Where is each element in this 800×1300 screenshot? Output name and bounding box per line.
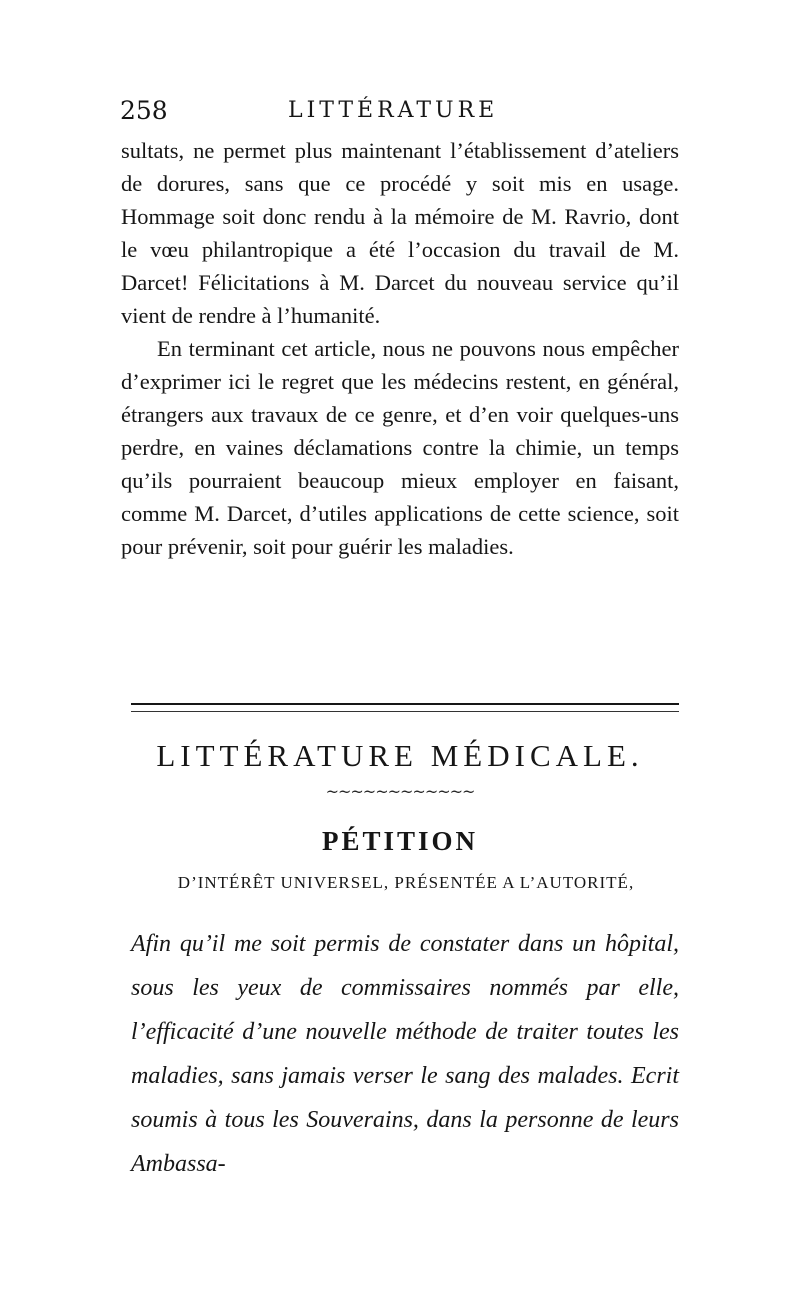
running-head: LITTÉRATURE xyxy=(288,98,499,123)
page-number: 258 xyxy=(120,96,168,125)
petition-subtitle: D’INTÉRÊT UNIVERSEL, PRÉSENTÉE A L’AUTORITÉ, xyxy=(177,873,635,892)
petition-description xyxy=(131,922,679,1186)
body-text xyxy=(121,134,679,563)
paragraph: sultats, ne permet plus maintenant l’établissement d’ateliers de dorures, sans que ce procédé y soit mis en usage. Hommage soit donc rendu à la mémoire de M. Ravrio, dont le vœu philantropique a été l’occasion du travail de M. Darcet! Félicitations à M. Darcet du nouveau service qu’il vient de rendre à l’humanité. xyxy=(121,138,679,328)
page-header xyxy=(120,96,680,136)
divider-rule xyxy=(131,703,679,705)
paragraph: En terminant cet article, nous ne pouvons nous empêcher d’exprimer ici le regret que les médecins restent, en général, étrangers aux travaux de ce genre, et d’en voir quelques-uns perdre, en vaines déclamations contre la chimie, un temps qu’ils pourraient beaucoup mieux employer en faisant, comme M. Darcet, d’utiles applications de cette science, soit pour prévenir, soit pour guérir les maladies. xyxy=(121,336,679,559)
ornament-divider: ~~~~~~~~~~~~ xyxy=(325,782,475,801)
italic-paragraph: Afin qu’il me soit permis de constater dans un hôpital, sous les yeux de commissaires nommés par elle, l’efficacité d’une nouvelle méthode de traiter toutes les maladies, sans jamais verser le sang des malades. Ecrit soumis à tous les Souverains, dans la personne de leurs Ambassa- xyxy=(131,931,679,1177)
divider-rule xyxy=(131,711,679,712)
section-title: LITTÉRATURE MÉDICALE. xyxy=(156,738,644,773)
petition-title: PÉTITION xyxy=(321,826,479,856)
